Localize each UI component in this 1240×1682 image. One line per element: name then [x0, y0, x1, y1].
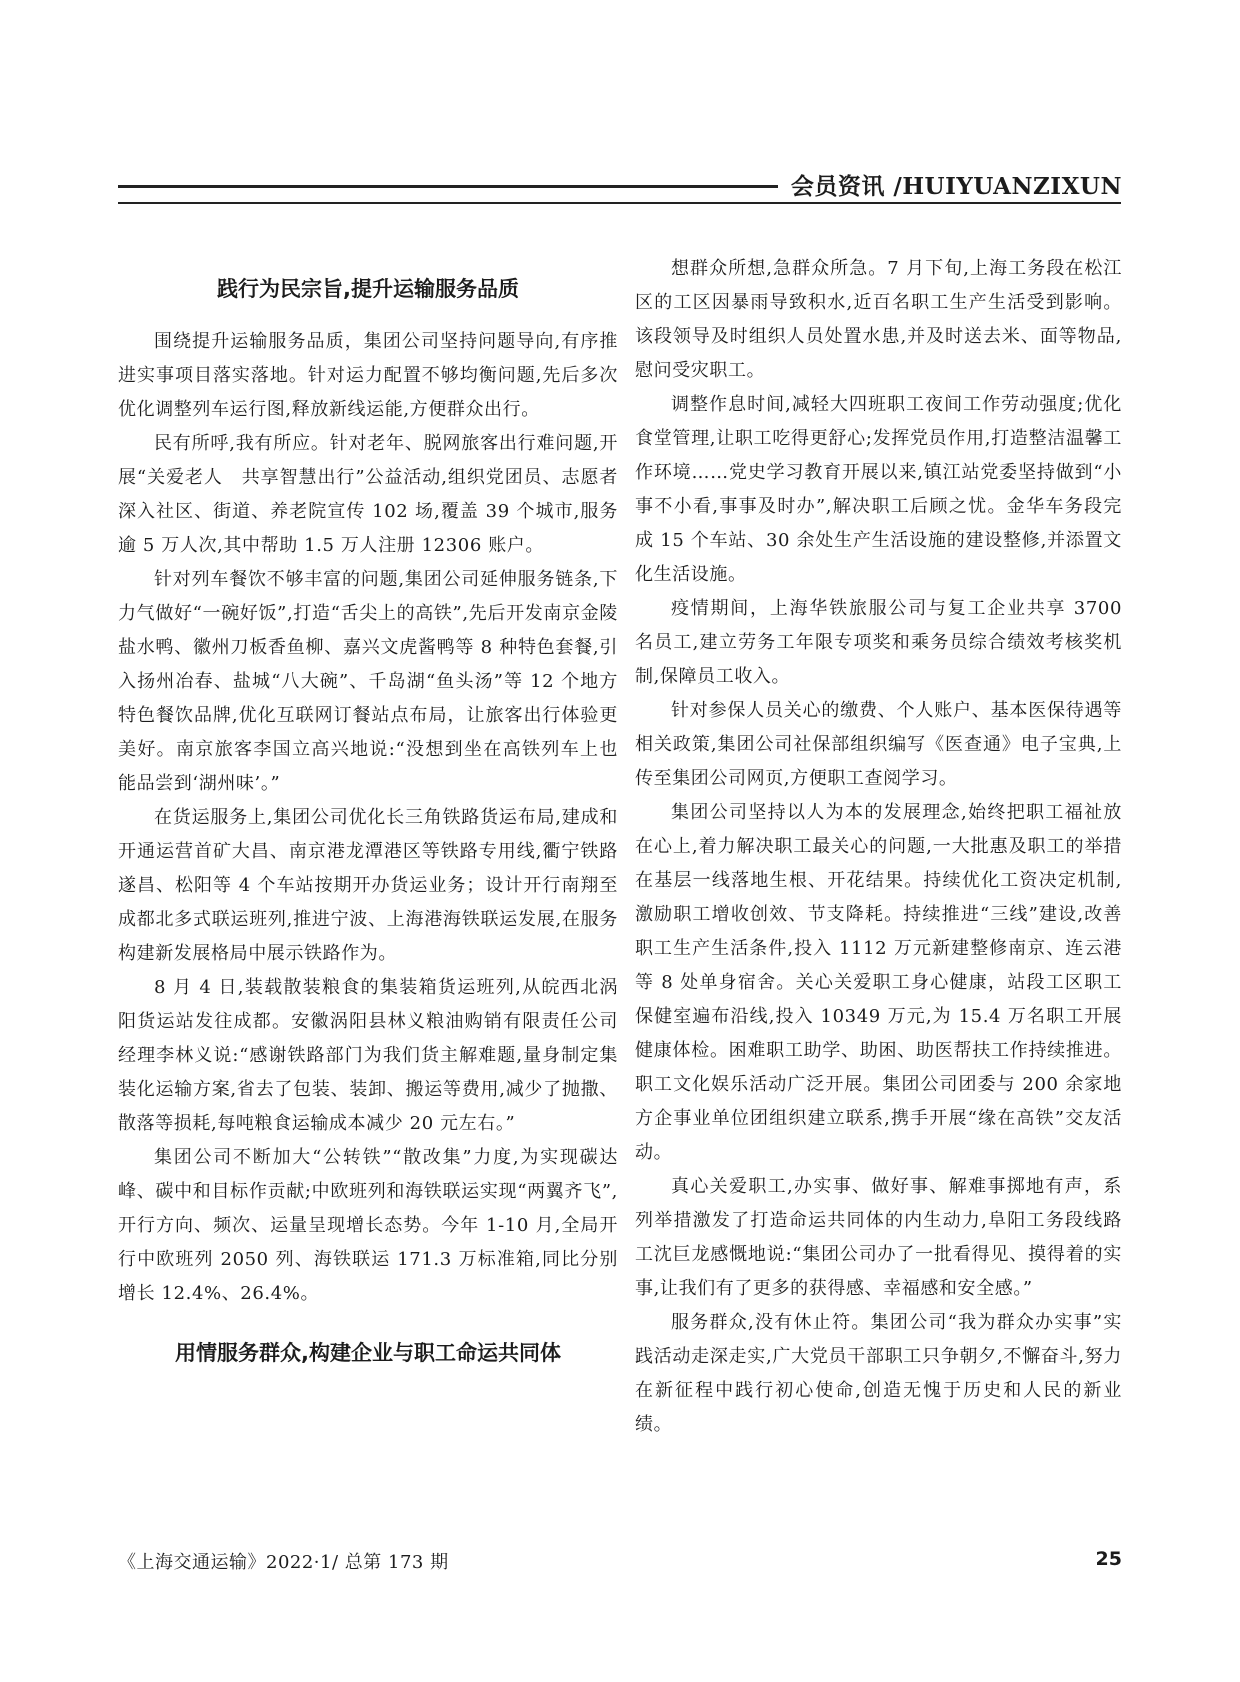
- article-paragraph: 民有所呼,我有所应。针对老年、脱网旅客出行难问题,开展“关爱老人 共享智慧出行”公益活动,组织党团员、志愿者深入社区、街道、养老院宣传 102 场,覆盖 39 个城市,服务逾 5 万人次,其中帮助 1.5 万人注册 12306 账户。: [118, 433, 618, 556]
- article-paragraph: 集团公司坚持以人为本的发展理念,始终把职工福祉放在心上,着力解决职工最关心的问题,一大批惠及职工的举措在基层一线落地生根、开花结果。持续优化工资决定机制,激励职工增收创效、节支降耗。持续推进“三线”建设,改善职工生产生活条件,投入 1112 万元新建整修南京、连云港等 8 处单身宿舍。关心关爱职工身心健康，站段工区职工保健室遍布沿线,投入 10349 万元,为 15.4 万名职工开展健康体检。困难职工助学、助困、助医帮扶工作持续推进。职工文化娱乐活动广泛开展。集团公司团委与 200 余家地方企事业单位团组织建立联系,携手开展“缘在高铁”交友活动。: [635, 802, 1122, 1163]
- article-paragraph: 服务群众,没有休止符。集团公司“我为群众办实事”实践活动走深走实,广大党员干部职工只争朝夕,不懈奋斗,努力在新征程中践行初心使命,创造无愧于历史和人民的新业绩。: [635, 1312, 1122, 1435]
- page-number: 25: [1095, 1548, 1122, 1570]
- left-column: [118, 252, 618, 1389]
- journal-footer: 《上海交通运输》2022·1/ 总第 173 期: [118, 1552, 449, 1573]
- header-rule-thick: [118, 185, 778, 188]
- article-paragraph: 疫情期间，上海华铁旅服公司与复工企业共享 3700 名员工,建立劳务工年限专项奖和乘务员综合绩效考核奖机制,保障员工收入。: [635, 598, 1122, 687]
- right-column: [635, 252, 1122, 1442]
- article-paragraph: 8 月 4 日,装载散装粮食的集装箱货运班列,从皖西北涡阳货运站发往成都。安徽涡阳县林义粮油购销有限责任公司经理李林义说:“感谢铁路部门为我们货主解难题,量身制定集装化运输方案,省去了包装、装卸、搬运等费用,减少了抛撒、散落等损耗,每吨粮食运输成本减少 20 元左右。”: [118, 977, 618, 1134]
- section-heading-community: 用情服务群众,构建企业与职工命运共同体: [175, 1341, 561, 1365]
- article-paragraph: 想群众所想,急群众所急。7 月下旬,上海工务段在松江区的工区因暴雨导致积水,近百名职工生产生活受到影响。该段领导及时组织人员处置水患,并及时送去米、面等物品,慰问受灾职工。: [635, 258, 1122, 381]
- article-paragraph: 在货运服务上,集团公司优化长三角铁路货运布局,建成和开通运营首矿大昌、南京港龙潭港区等铁路专用线,衢宁铁路遂昌、松阳等 4 个车站按期开办货运业务；设计开行南翔至成都北多式联运班列,推进宁波、上海港海铁联运发展,在服务构建新发展格局中展示铁路作为。: [118, 807, 618, 964]
- section-header-title: 会员资讯 /HUIYUANZIXUN: [790, 173, 1122, 200]
- article-paragraph: 调整作息时间,减轻大四班职工夜间工作劳动强度;优化食堂管理,让职工吃得更舒心;发挥党员作用,打造整洁温馨工作环境……党史学习教育开展以来,镇江站党委坚持做到“小事不小看,事事及时办”,解决职工后顾之忧。金华车务段完成 15 个车站、30 余处生产生活设施的建设整修,并添置文化生活设施。: [635, 394, 1122, 585]
- article-paragraph: 集团公司不断加大“公转铁”“散改集”力度,为实现碳达峰、碳中和目标作贡献;中欧班列和海铁联运实现“两翼齐飞”,开行方向、频次、运量呈现增长态势。今年 1-10 月,全局开行中欧班列 2050 列、海铁联运 171.3 万标准箱,同比分别增长 12.4%、26.4%。: [118, 1147, 618, 1304]
- article-paragraph: 围绕提升运输服务品质，集团公司坚持问题导向,有序推进实事项目落实落地。针对运力配置不够均衡问题,先后多次优化调整列车运行图,释放新线运能,方便群众出行。: [118, 331, 618, 420]
- article-paragraph: 针对参保人员关心的缴费、个人账户、基本医保待遇等相关政策,集团公司社保部组织编写《医查通》电子宝典,上传至集团公司网页,方便职工查阅学习。: [635, 700, 1122, 789]
- article-paragraph: 针对列车餐饮不够丰富的问题,集团公司延伸服务链条,下力气做好“一碗好饭”,打造“舌尖上的高铁”,先后开发南京金陵盐水鸭、徽州刀板香鱼柳、嘉兴文虎酱鸭等 8 种特色套餐,引入扬州冶春、盐城“八大碗”、千岛湖“鱼头汤”等 12 个地方特色餐饮品牌,优化互联网订餐站点布局，让旅客出行体验更美好。南京旅客李国立高兴地说:“没想到坐在高铁列车上也能品尝到‘湖州味’。”: [118, 569, 618, 794]
- header-rule-thin: [118, 202, 1121, 204]
- section-heading-service-quality: 践行为民宗旨,提升运输服务品质: [217, 277, 519, 301]
- article-paragraph: 真心关爱职工,办实事、做好事、解难事掷地有声，系列举措激发了打造命运共同体的内生动力,阜阳工务段线路工沈巨龙感慨地说:“集团公司办了一批看得见、摸得着的实事,让我们有了更多的获得感、幸福感和安全感。”: [635, 1176, 1122, 1299]
